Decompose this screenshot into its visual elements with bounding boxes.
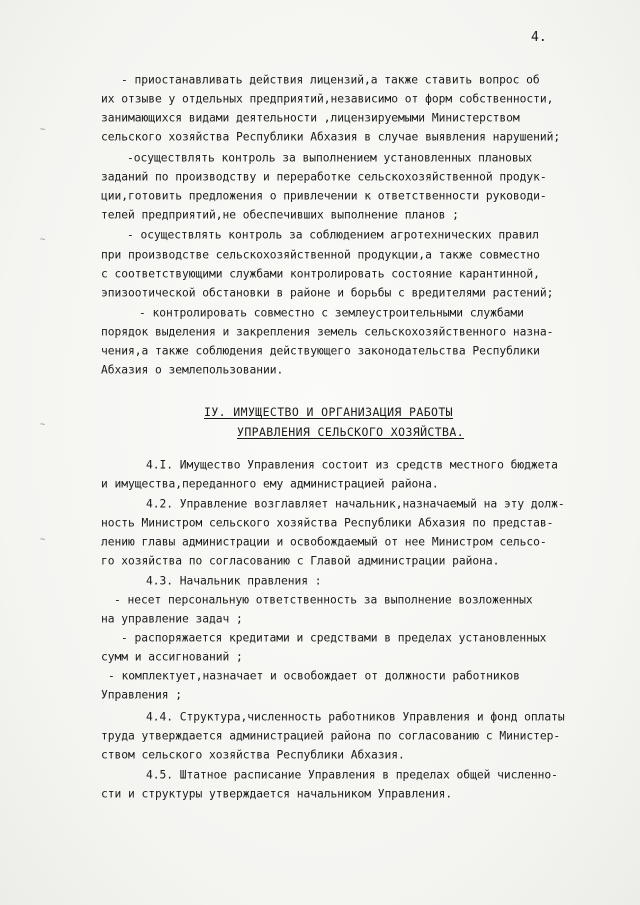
- text-line: - комплектует,назначает и освобождает от должности работников: [108, 669, 520, 683]
- text-line: -осуществлять контроль за выполнением установленных плановых: [127, 151, 533, 165]
- margin-mark: ~: [40, 420, 46, 430]
- text-line: занимающихся видами деятельности ,лицензируемыми Министерством: [101, 111, 520, 125]
- margin-mark: ~: [40, 125, 46, 135]
- text-line: 4.3. Начальник правления :: [146, 574, 322, 588]
- text-line: и имущества,переданного ему администрацией района.: [101, 477, 439, 491]
- text-line: ность Министром сельского хозяйства Республики Абхазия по представ-: [101, 516, 554, 530]
- text-line: эпизоотической обстановки в районе и борьбы с вредителями растений;: [101, 286, 554, 300]
- text-line: 4.5. Штатное расписание Управления в пределах общей численно-: [146, 768, 558, 782]
- text-line: их отзыве у отдельных предприятий,независимо от форм собственности,: [101, 92, 554, 106]
- text-line: сти и структуры утверждается начальником Управления.: [101, 787, 453, 801]
- margin-mark: ~: [40, 235, 46, 245]
- text-line: труда утверждается администрацией района по согласованию с Министер-: [101, 729, 561, 743]
- text-line: 4.4. Структура,численность работников Управления и фонд оплаты: [146, 710, 565, 724]
- text-line: заданий по производству и переработке сельскохозяйственной продук-: [101, 170, 547, 184]
- text-line: - контролировать совместно с землеустроительными службами: [139, 306, 524, 320]
- text-line: - приостанавливать действия лицензий,а также ставить вопрос об: [121, 73, 540, 87]
- text-line: - осуществлять контроль за соблюдением агротехнических правил: [127, 228, 539, 242]
- text-line: лению главы администрации и освобождаемый от нее Министром сельсо-: [101, 535, 547, 549]
- text-line: порядок выделения и закрепления земель сельскохозяйственного назна-: [101, 325, 554, 339]
- text-line: го хозяйства по согласованию с Главой администрации района.: [101, 554, 500, 568]
- text-line: - распоряжается кредитами и средствами в пределах установленных: [121, 631, 547, 645]
- section-heading: IУ. ИМУЩЕСТВО И ОРГАНИЗАЦИЯ РАБОТЫ: [204, 405, 454, 419]
- text-line: 4.I. Имущество Управления состоит из средств местного бюджета: [146, 458, 558, 472]
- text-line: телей предприятий,не обеспечивших выполнение планов ;: [101, 208, 459, 222]
- text-line: сумм и ассигнований ;: [101, 650, 243, 664]
- text-line: сельского хозяйства Республики Абхазия в случае выявления нарушений;: [101, 130, 561, 144]
- text-line: ством сельского хозяйства Республики Абхазия.: [101, 748, 405, 762]
- margin-mark: ~: [40, 535, 46, 545]
- text-line: - несет персональную ответственность за выполнение возложенных: [114, 593, 533, 607]
- page-number: 4.: [531, 30, 547, 45]
- text-line: с соответствующими службами контролировать состояние карантинной,: [101, 267, 540, 281]
- text-line: 4.2. Управление возглавляет начальник,назначаемый на эту долж-: [146, 497, 565, 511]
- text-line: при производстве сельскохозяйственной продукции,а также совместно: [101, 248, 540, 262]
- text-line: ции,готовить предложения о привлечении к ответственности руководи-: [101, 189, 547, 203]
- text-line: Управления ;: [101, 688, 183, 702]
- text-line: на управление задач ;: [101, 612, 243, 626]
- text-line: чения,а также соблюдения действующего законодательства Республики: [101, 344, 540, 358]
- text-line: Абхазия о землепользовании.: [101, 363, 284, 377]
- section-heading-continuation: УПРАВЛЕНИЯ СЕЛЬСКОГО ХОЗЯЙСТВА.: [237, 425, 465, 439]
